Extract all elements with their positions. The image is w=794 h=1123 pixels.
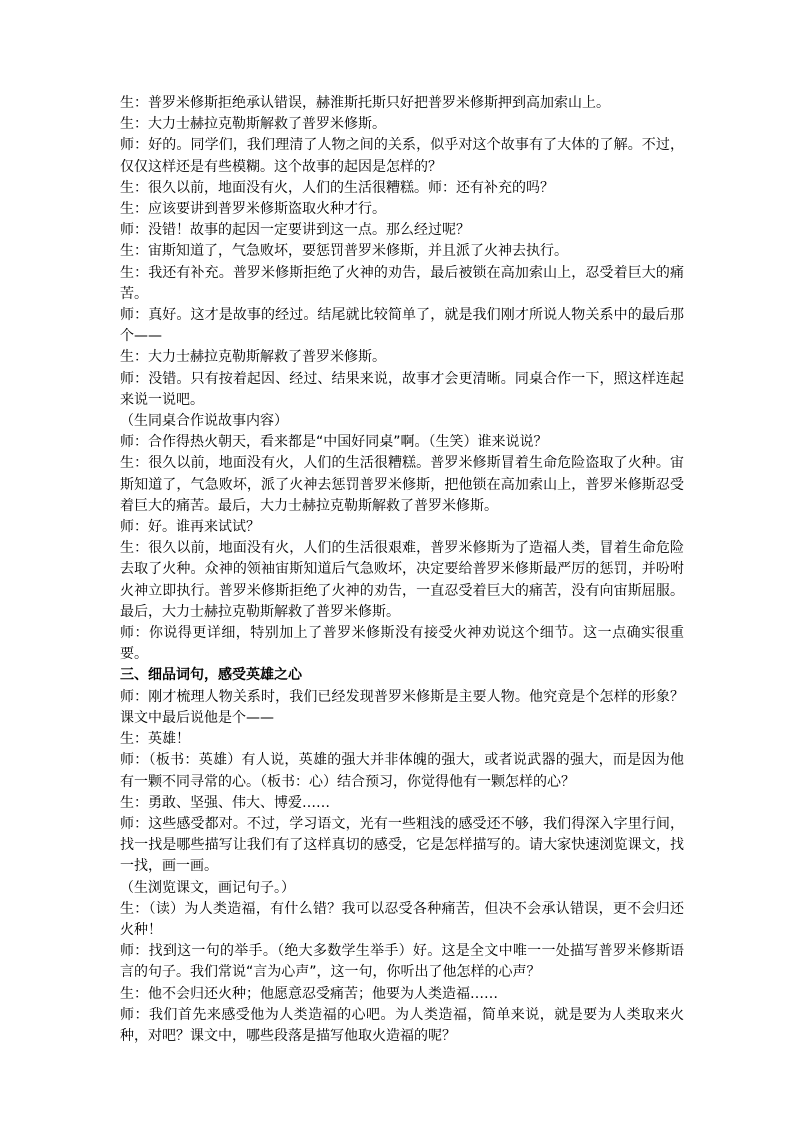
section-heading: 三、细品词句，感受英雄之心 [120,667,302,684]
paragraph: 师：好。谁再来试试？ [120,519,260,536]
paragraph: 生：大力士赫拉克勒斯解救了普罗米修斯。 [120,349,386,366]
lesson-transcript [120,93,684,1047]
paragraph: 师：刚才梳理人物关系时，我们已经发现普罗米修斯是主要人物。他究竟是个怎样的形象？课文中最后说他是个—— [120,688,684,726]
paragraph: 生：大力士赫拉克勒斯解救了普罗米修斯。 [120,116,386,133]
paragraph: 师：没错！故事的起因一定要讲到这一点。那么经过呢？ [120,222,470,239]
paragraph: 师：好的。同学们，我们理清了人物之间的关系，似乎对这个故事有了大体的了解。不过，仅仅这样还是有些模糊。这个故事的起因是怎样的？ [120,137,684,175]
paragraph: 生：普罗米修斯拒绝承认错误，赫淮斯托斯只好把普罗米修斯押到高加索山上。 [120,95,610,111]
paragraph: （生浏览课文，画记句子。） [120,879,295,896]
paragraph: 生：宙斯知道了，气急败坏，要惩罚普罗米修斯，并且派了火神去执行。 [120,243,568,260]
paragraph: 师：真好。这才是故事的经过。结尾就比较简单了，就是我们刚才所说人物关系中的最后那个—— [120,307,684,345]
paragraph: 师：这些感受都对。不过，学习语文，光有一些粗浅的感受还不够，我们得深入字里行间，找一找是哪些描写让我们有了这样真切的感受，它是怎样描写的。请大家快速浏览课文，找一找，画一画。 [120,815,684,875]
paragraph: 师：你说得更详细，特别加上了普罗米修斯没有接受火神劝说这个细节。这一点确实很重要。 [120,625,684,663]
paragraph: 生：我还有补充。普罗米修斯拒绝了火神的劝告，最后被锁在高加索山上，忍受着巨大的痛苦。 [120,264,684,302]
paragraph: 生：应该要讲到普罗米修斯盗取火种才行。 [120,201,386,218]
paragraph: 师：合作得热火朝天，看来都是“中国好同桌”啊。（生笑）谁来说说？ [120,434,548,451]
paragraph: 生：英雄！ [120,731,190,748]
paragraph: 生：勇敢、坚强、伟大、博爱…… [120,794,330,811]
paragraph: 师：我们首先来感受他为人类造福的心吧。为人类造福，简单来说，就是要为人类取来火种，对吧？课文中，哪些段落是描写他取火造福的呢？ [120,1006,684,1044]
paragraph: 师：（板书：英雄）有人说，英雄的强大并非体魄的强大，或者说武器的强大，而是因为他有一颗不同寻常的心。（板书：心）结合预习，你觉得他有一颗怎样的心？ [120,752,684,790]
paragraph: 生：很久以前，地面没有火，人们的生活很艰难，普罗米修斯为了造福人类，冒着生命危险去取了火种。众神的领袖宙斯知道后气急败坏，决定要给普罗米修斯最严厉的惩罚，并吩咐火神立即执行。普罗米修斯拒绝了火神的劝告，一直忍受着巨大的痛苦，没有向宙斯屈服。最后，大力士赫拉克勒斯解救了普罗米修斯。 [120,540,684,620]
paragraph: 生：很久以前，地面没有火，人们的生活很糟糕。普罗米修斯冒着生命危险盗取了火种。宙斯知道了，气急败坏，派了火神去惩罚普罗米修斯，把他锁在高加索山上，普罗米修斯忍受着巨大的痛苦。最后，大力士赫拉克勒斯解救了普罗米修斯。 [120,455,684,514]
paragraph: 师：没错。只有按着起因、经过、结果来说，故事才会更清晰。同桌合作一下，照这样连起来说一说吧。 [120,370,684,408]
paragraph: 生：（读）为人类造福，有什么错？我可以忍受各种痛苦，但决不会承认错误，更不会归还火种！ [120,900,684,938]
paragraph: （生同桌合作说故事内容） [120,413,288,430]
paragraph: 生：他不会归还火种；他愿意忍受痛苦；他要为人类造福…… [120,985,498,1002]
paragraph: 生：很久以前，地面没有火，人们的生活很糟糕。师：还有补充的吗？ [120,179,554,196]
paragraph: 师：找到这一句的举手。（绝大多数学生举手）好。这是全文中唯一一处描写普罗米修斯语言的句子。我们常说“言为心声”，这一句，你听出了他怎样的心声？ [120,943,684,981]
